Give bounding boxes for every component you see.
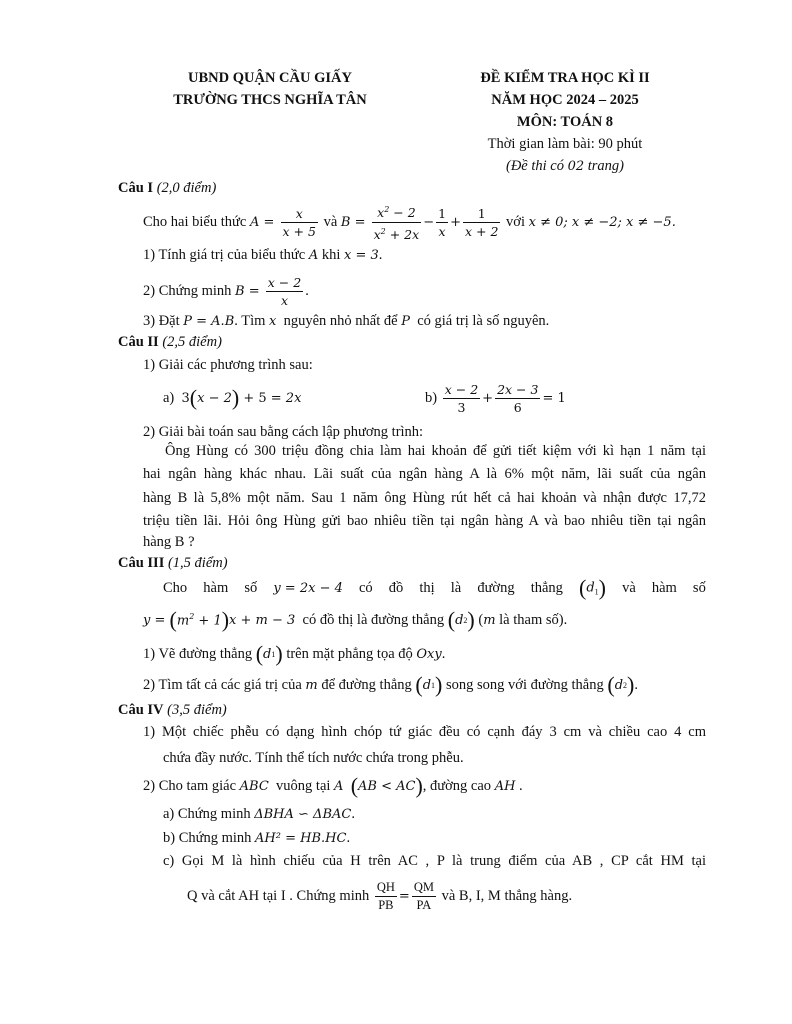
frac-qm-pa: $\frac{QM}{PA}$ <box>413 879 434 912</box>
header-left-line1: UBND QUẬN CẦU GIẤY <box>188 70 352 86</box>
q1-item3: 3) Đặt P = A.B. Tìm x nguyên nhỏ nhất để P có giá trị là số nguyên. <box>143 313 550 329</box>
q4-item2a: a) Chứng minh ΔBHA ∽ ΔBAC. <box>163 806 355 822</box>
header-left-line2: TRƯỜNG THCS NGHĨA TÂN <box>173 92 367 108</box>
frac-A: $\frac{x}{x + 5}$ <box>282 205 316 239</box>
header-right-line2: NĂM HỌC 2024 – 2025 <box>491 92 639 108</box>
q3-item1: 1) Vẽ đường thẳng ( d 1 ) trên mặt phẳng tọa độ Oxy . <box>143 641 446 666</box>
q2-eq-b: b) $\frac{x - 2}{3}$ + $\frac{2x - 3}{6}$ = 1 <box>425 381 566 415</box>
q4-item2: 2) Cho tam giác ABC vuông tại A ( AB < AC ) , đường cao AH . <box>143 773 523 798</box>
q4-item2b: b) Chứng minh AH² = HB.HC. <box>163 830 351 846</box>
q4-heading: Câu IV (3,5 điểm) <box>118 702 227 718</box>
q3-line1: Cho hàm số y = 2x − 4 có đồ thị là đường thẳng $(d_1)$ và hàm số <box>163 575 706 600</box>
q2-problem-line3: hàng B là 5,8% một năm. Sau 1 năm ông Hùng rút hết cả hai khoản và nhận được 17,72 <box>143 490 706 506</box>
q3-heading: Câu III (1,5 điểm) <box>118 555 228 571</box>
q2-eq-a: a) 3 ( x − 2 ) + 5 = 2x <box>163 385 302 410</box>
q4-item2c-line2: Q và cắt AH tại I . Chứng minh $\frac{QH}{PB}$ = $\frac{QM}{PA}$ và B, I, M thẳng hàng. <box>187 879 573 912</box>
q2-problem-line2: hai ngân hàng khác nhau. Lãi suất của ngân hàng A là 6% một năm, lãi suất của ngân <box>143 466 706 482</box>
q2-problem-line5: hàng B ? <box>143 534 195 550</box>
q4-item2c-line1: c) Gọi M là hình chiếu của H trên AC , P là trung điểm của AB , CP cắt HM tại <box>163 853 706 869</box>
q2-problem-line1: Ông Hùng có 300 triệu đồng chia làm hai khoản để gửi tiết kiệm với kì hạn 1 năm tại <box>165 443 706 459</box>
q1-heading: Câu I (2,0 điểm) <box>118 180 217 196</box>
q2-item2: 2) Giải bài toán sau bằng cách lập phương trình: <box>143 424 424 440</box>
frac-B-result: $\frac{x - 2}{x}$ <box>267 274 302 308</box>
frac-qh-pb: $\frac{QH}{PB}$ <box>376 879 395 912</box>
header-right-line1: ĐỀ KIỂM TRA HỌC KÌ II <box>480 70 650 86</box>
q2-heading: Câu II (2,5 điểm) <box>118 334 222 350</box>
q1-intro-line: Cho hai biểu thức A = $\frac{x}{x + 5}$ và B = $\frac{x^2 - 2}{x^2 + 2x}$ − $\frac{1}{x}$ + $\frac{1}{x + 2}$ với x ≠ 0; x ≠ −2; x ≠ −5. <box>143 203 676 241</box>
header-pages: (Đề thi có 02 trang) <box>505 158 625 174</box>
q1-item1: 1) Tính giá trị của biểu thức A khi x = 3. <box>143 247 383 263</box>
q4-item1-line2: chứa đầy nước. Tính thể tích nước chứa trong phễu. <box>163 750 464 766</box>
frac-B2: $\frac{1}{x}$ <box>438 205 447 239</box>
header-right-line3: MÔN: TOÁN 8 <box>516 114 614 130</box>
q4-item1-line1: 1) Một chiếc phễu có dạng hình chóp tứ giác đều có cạnh đáy 3 cm và chiều cao 4 cm <box>143 724 706 740</box>
q3-item2: 2) Tìm tất cả các giá trị của m để đường thẳng ( d 1 ) song song với đường thẳng ( d 2 ) . <box>143 672 638 697</box>
q3-line2: y = ( $m^2 + 1$ ) x + m − 3 có đồ thị là đường thẳng ( d 2 ) ( m là tham số). <box>143 607 568 632</box>
header-time: Thời gian làm bài: 90 phút <box>487 136 643 152</box>
q2-problem-line4: triệu tiền lãi. Hỏi ông Hùng gửi bao nhiêu tiền tại ngân hàng A và bao nhiêu tiền tại ngân <box>143 513 706 529</box>
frac-B3: $\frac{1}{x + 2}$ <box>464 205 499 239</box>
q2-item1: 1) Giải các phương trình sau: <box>143 357 313 373</box>
frac-B1: $\frac{x^2 - 2}{x^2 + 2x}$ <box>372 201 422 242</box>
q1-item2: 2) Chứng minh B = $\frac{x - 2}{x}$ . <box>143 274 309 308</box>
